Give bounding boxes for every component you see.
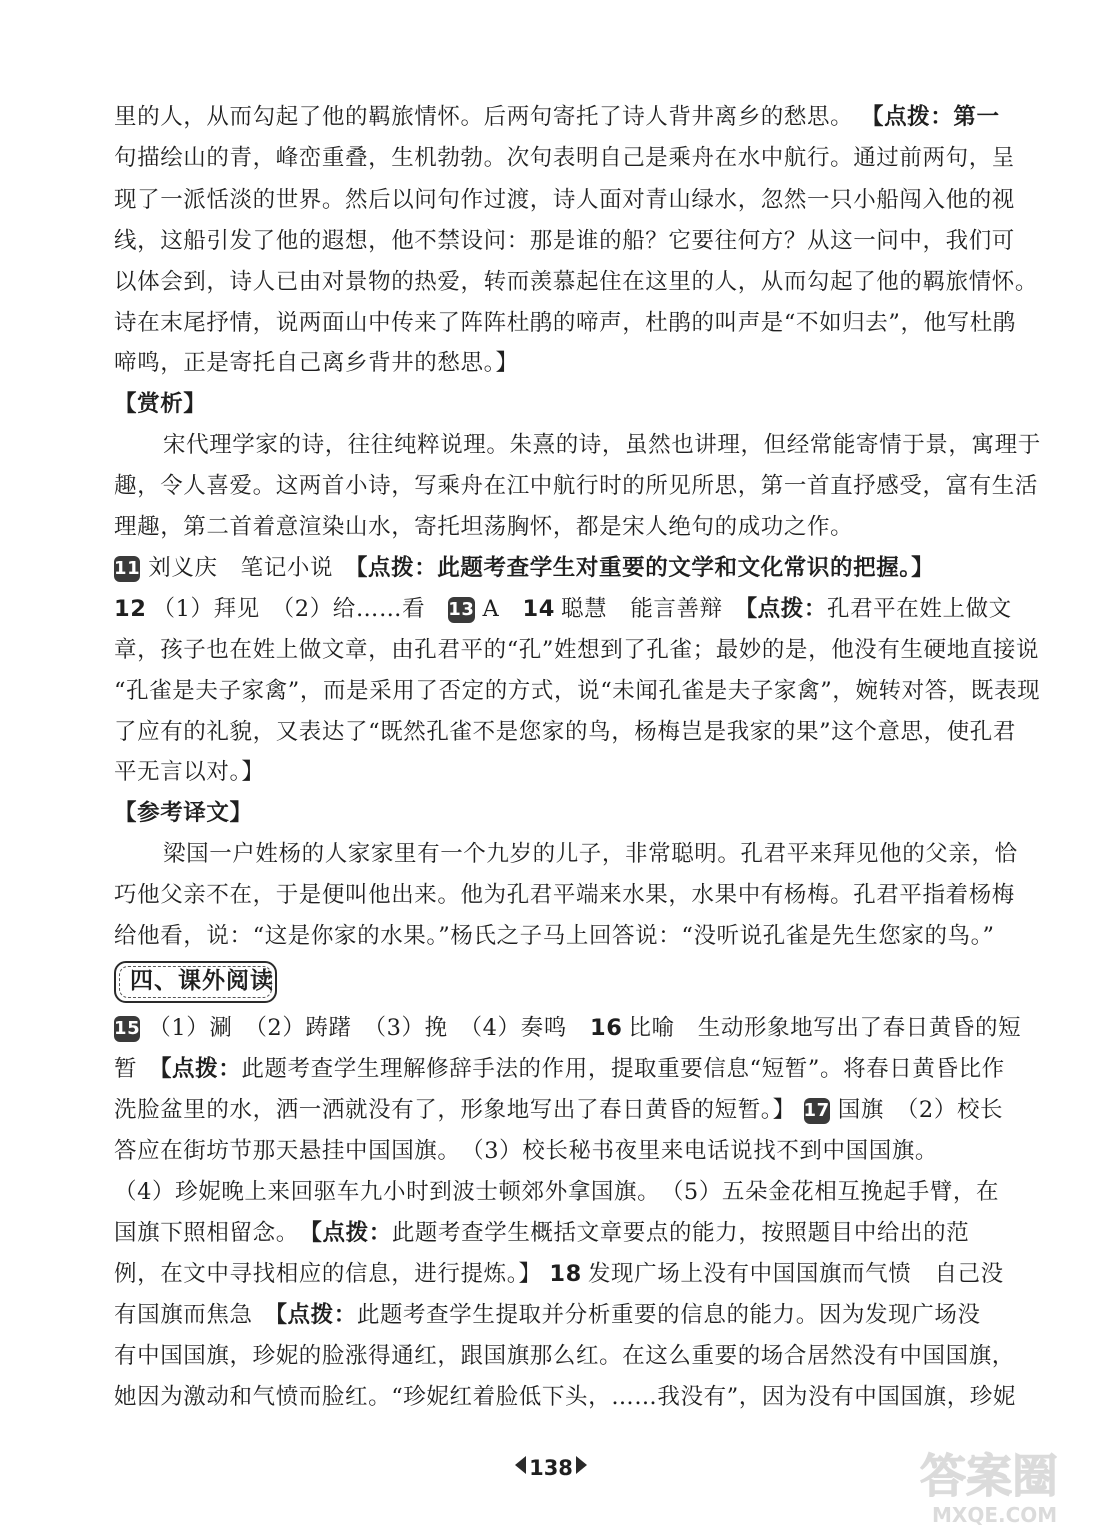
heading-appreciation: 【赏析】 (114, 391, 207, 417)
text-line: 句描绘山的青，峰峦重叠，生机勃勃。次句表明自己是乘舟在水中航行。通过前两句，呈 (114, 145, 1015, 171)
answer-text: 比喻 生动形象地写出了春日黄昏的短 (628, 1015, 1022, 1041)
answer-text: 发现广场上没有中国国旗而气愤 自己没 (587, 1261, 1004, 1287)
heading-translation: 【参考译文】 (114, 800, 253, 826)
answer-text: （1）涮 （2）踌躇 （3）挽 （4）奏鸣 (148, 1015, 590, 1041)
answer-15-16 (114, 1013, 1022, 1043)
translation-line: 给他看，说：“这是你家的水果。”杨氏之子马上回答说：“没听说孔雀是先生您家的鸟。” (114, 923, 995, 949)
text-line: 以体会到，诗人已由对景物的热爱，转而羡慕起住在这里的人，从而勾起了他的羁旅情怀。 (114, 269, 1039, 295)
text-line (114, 1300, 990, 1330)
hint-text: 孔君平在姓上做文 (826, 596, 1012, 622)
text-line (114, 1259, 1004, 1289)
hint-label: 【点拨： (310, 1220, 392, 1246)
question-number: 12 (114, 596, 147, 622)
question-number-badge: 13 (448, 597, 474, 623)
hint-label: 【点拨：第一 (860, 104, 1000, 130)
answer-text: 暂 (114, 1056, 161, 1082)
answer-text: 国旗下照相留念。 (114, 1220, 311, 1246)
page-number-text: 138 (529, 1456, 573, 1480)
text-line (114, 1095, 1004, 1125)
question-number: 18 (549, 1261, 582, 1287)
answer-text: 国旗 （2）校长 (837, 1097, 1004, 1123)
watermark-logo (912, 1440, 1092, 1530)
text-line: 章，孩子也在姓上做文章，由孔君平的“孔”姓想到了孔雀；最妙的是，他没有生硬地直接说 (114, 637, 1040, 663)
triangle-left-icon (515, 1456, 526, 1474)
question-number-badge: 11 (114, 556, 140, 582)
hint-label: 【点拨： (160, 1056, 242, 1082)
appreciation-line: 宋代理学家的诗，往往纯粹说理。朱熹的诗，虽然也讲理，但经常能寄情于景，寓理于 (163, 432, 1041, 458)
text-line: 了应有的礼貌，又表达了“既然孔雀不是您家的鸟，杨梅岂是我家的果”这个意思，使孔君 (114, 719, 1017, 745)
watermark-text: 答案圈 (920, 1449, 1058, 1503)
answer-text: 有国旗而焦急 (114, 1302, 276, 1328)
text-span: 里的人，从而勾起了他的羁旅情怀。后两句寄托了诗人背井离乡的愁思。 (114, 104, 854, 130)
hint-text: 洗脸盆里的水，洒一洒就没有了，形象地写出了春日黄昏的短暂。】 (114, 1097, 796, 1123)
text-line (114, 102, 1000, 132)
answer-text: A (482, 596, 523, 622)
text-line (114, 1054, 1005, 1084)
appreciation-line: 理趣，第二首着意渲染山水，寄托坦荡胸怀，都是宋人绝句的成功之作。 (114, 514, 854, 540)
triangle-right-icon (576, 1456, 587, 1474)
hint-text: 例，在文中寻找相应的信息，进行提炼。】 (114, 1261, 542, 1287)
question-number-badge: 17 (804, 1098, 830, 1124)
answer-11 (114, 553, 990, 583)
hint-text: 此题考查学生理解修辞手法的作用，提取重要信息“短暂”。将春日黄昏比作 (241, 1056, 1005, 1082)
answer-text: （1）拜见 （2）给……看 (152, 596, 449, 622)
hint-text: 此题考查学生概括文章要点的能力，按照题目中给出的范 (391, 1220, 970, 1246)
hint-label: 【点拨： (275, 1302, 357, 1328)
text-line: 线，这船引发了他的遐想，他不禁设问：那是谁的船？它要往何方？从这一问中，我们可 (114, 228, 1015, 254)
question-number: 14 (522, 596, 556, 622)
question-number-badge: 15 (114, 1016, 140, 1042)
translation-line: 梁国一户姓杨的人家家里有一个九岁的儿子，非常聪明。孔君平来拜见他的父亲，恰 (163, 841, 1018, 867)
text-line: “孔雀是夫子家禽”，而是采用了否定的方式，说“未闻孔雀是夫子家禽”，婉转对答，既表现 (114, 678, 1041, 704)
text-line: （4）珍妮晚上来回驱车九小时到波士顿郊外拿国旗。 （5）五朵金花相互挽起手臂，在 (114, 1179, 1000, 1205)
appreciation-line: 趣，令人喜爱。这两首小诗，写乘舟在江中航行时的所见所思，第一首直抒感受，富有生活 (114, 473, 1039, 499)
hint-label: 【点拨：此题考查学生对重要的文学和文化常识的把握。】 (356, 555, 935, 581)
answer-text: 聪慧 能言善辩 (561, 596, 746, 622)
text-line: 平无言以对。】 (114, 759, 265, 785)
text-line (114, 1218, 990, 1248)
watermark-url: MXQE.COM (932, 1503, 1058, 1527)
text-line: 有中国国旗，珍妮的脸涨得通红，跟国旗那么红。在这么重要的场合居然没有中国国旗， (114, 1343, 1015, 1369)
text-line: 她因为激动和气愤而脸红。“珍妮红着脸低下头，……我没有”，因为没有中国国旗，珍妮 (114, 1384, 1017, 1410)
answer-12-14 (114, 594, 1012, 624)
answer-text: 刘义庆 笔记小说 (148, 555, 357, 581)
text-line: 啼鸣，正是寄托自己离乡背井的愁思。】 (114, 350, 519, 376)
text-line: 现了一派恬淡的世界。然后以问句作过渡，诗人面对青山绿水，忽然一只小船闯入他的视 (114, 187, 1015, 213)
hint-label: 【点拨： (745, 596, 827, 622)
text-line: 答应在街坊节那天悬挂中国国旗。 （3）校长秘书夜里来电话说找不到中国国旗。 (114, 1138, 939, 1164)
question-number: 16 (589, 1015, 623, 1041)
translation-line: 巧他父亲不在，于是便叫他出来。他为孔君平端来水果，水果中有杨梅。孔君平指着杨梅 (114, 882, 1015, 908)
text-line: 诗在末尾抒情，说两面山中传来了阵阵杜鹃的啼声，杜鹃的叫声是“不如归去”，他写杜鹃 (114, 310, 1017, 336)
hint-text: 此题考查学生提取并分析重要的信息的能力。因为发现广场没 (356, 1302, 981, 1328)
section-heading: 四、课外阅读 (130, 968, 274, 994)
